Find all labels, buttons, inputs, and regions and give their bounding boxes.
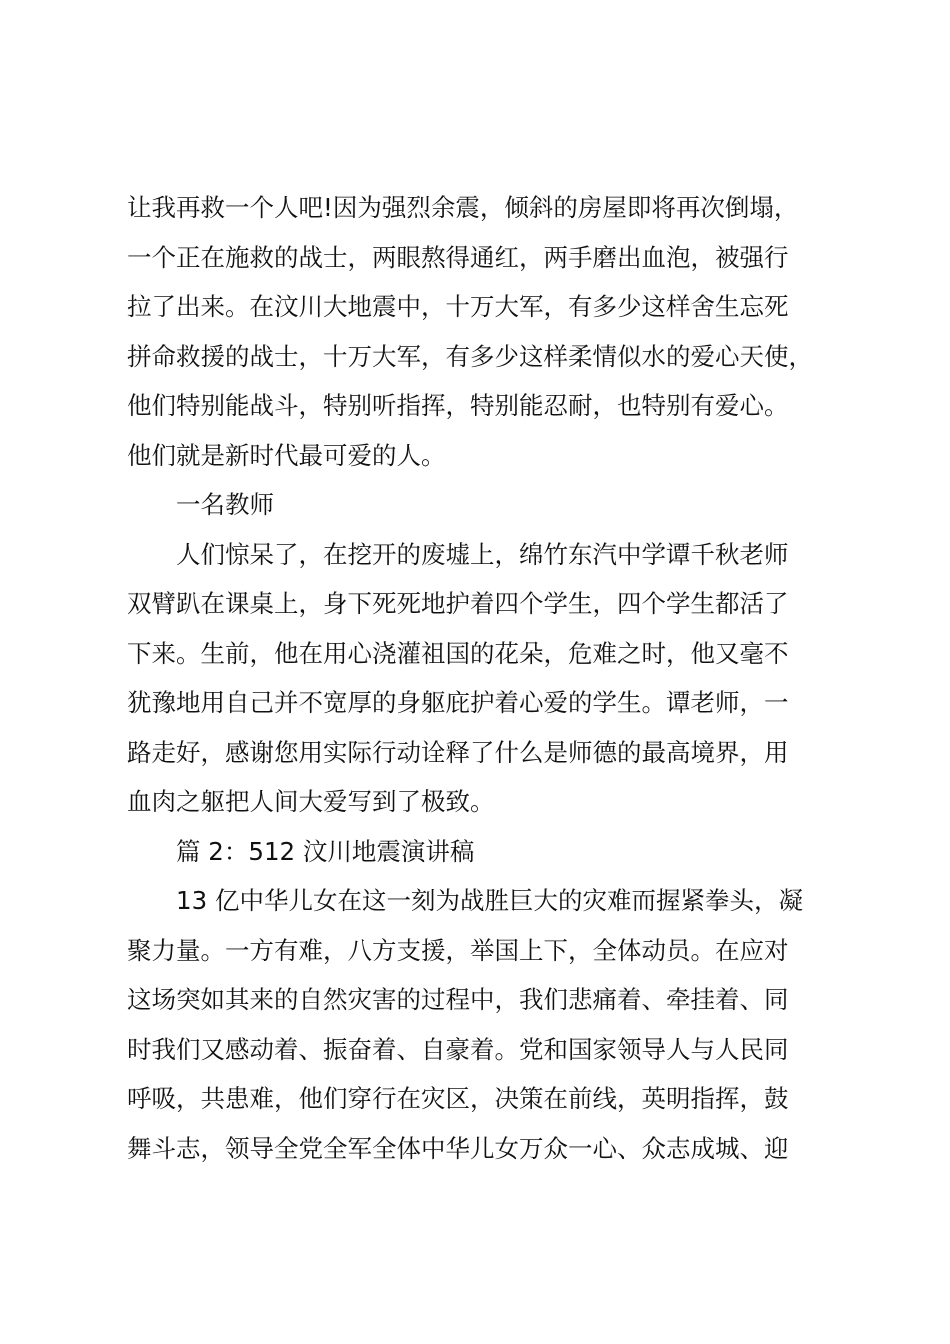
heading-teacher [127, 480, 832, 530]
text-line: 拉了出来。在汶川大地震中，十万大军，有多少这样舍生忘死 [127, 292, 789, 321]
text-line: 一个正在施救的战士，两眼熬得通红，两手磨出血泡，被强行 [127, 242, 789, 272]
text-line: 犹豫地用自己并不宽厚的身躯庇护着心爱的学生。谭老师，一 [127, 688, 789, 717]
paragraph-teacher [127, 530, 832, 827]
text-line: 让我再救一个人吧!因为强烈余震，倾斜的房屋即将再次倒塌， [127, 193, 799, 222]
text-line: 舞斗志，领导全党全军全体中华儿女万众一心、众志成城、迎 [127, 1133, 789, 1163]
text-line: 这场突如其来的自然灾害的过程中，我们悲痛着、牵挂着、同 [127, 985, 789, 1014]
text-line: 聚力量。一方有难，八方支援，举国上下，全体动员。在应对 [127, 935, 789, 965]
text-line: 双臂趴在课桌上，身下死死地护着四个学生，四个学生都活了 [127, 589, 789, 618]
text-line: 下来。生前，他在用心浇灌祖国的花朵，危难之时，他又毫不 [127, 638, 789, 668]
text-line: 路走好，感谢您用实际行动诠释了什么是师德的最高境界，用 [127, 737, 789, 767]
paragraph-soldier-end [127, 183, 832, 480]
heading-speech-2 [127, 827, 832, 877]
text-line: 他们就是新时代最可爱的人。 [127, 440, 446, 470]
text-line: 时我们又感动着、振奋着、自豪着。党和国家领导人与人民同 [127, 1034, 789, 1064]
text-line: 血肉之躯把人间大爱写到了极致。 [127, 787, 495, 816]
text-line: 一名教师 [176, 490, 274, 519]
paragraph-nation [127, 876, 832, 1173]
text-line: 人们惊呆了，在挖开的废墟上，绵竹东汽中学谭千秋老师 [176, 539, 789, 569]
document-body [127, 183, 832, 1173]
text-line: 他们特别能战斗，特别听指挥，特别能忍耐，也特别有爱心。 [127, 391, 789, 420]
text-line: 篇 2：512 汶川地震演讲稿 [176, 836, 475, 866]
text-line: 呼吸，共患难，他们穿行在灾区，决策在前线，英明指挥，鼓 [127, 1084, 789, 1113]
text-line: 13 亿中华儿女在这一刻为战胜巨大的灾难而握紧拳头，凝 [176, 886, 803, 915]
text-line: 拼命救援的战士，十万大军，有多少这样柔情似水的爱心天使， [127, 341, 813, 371]
